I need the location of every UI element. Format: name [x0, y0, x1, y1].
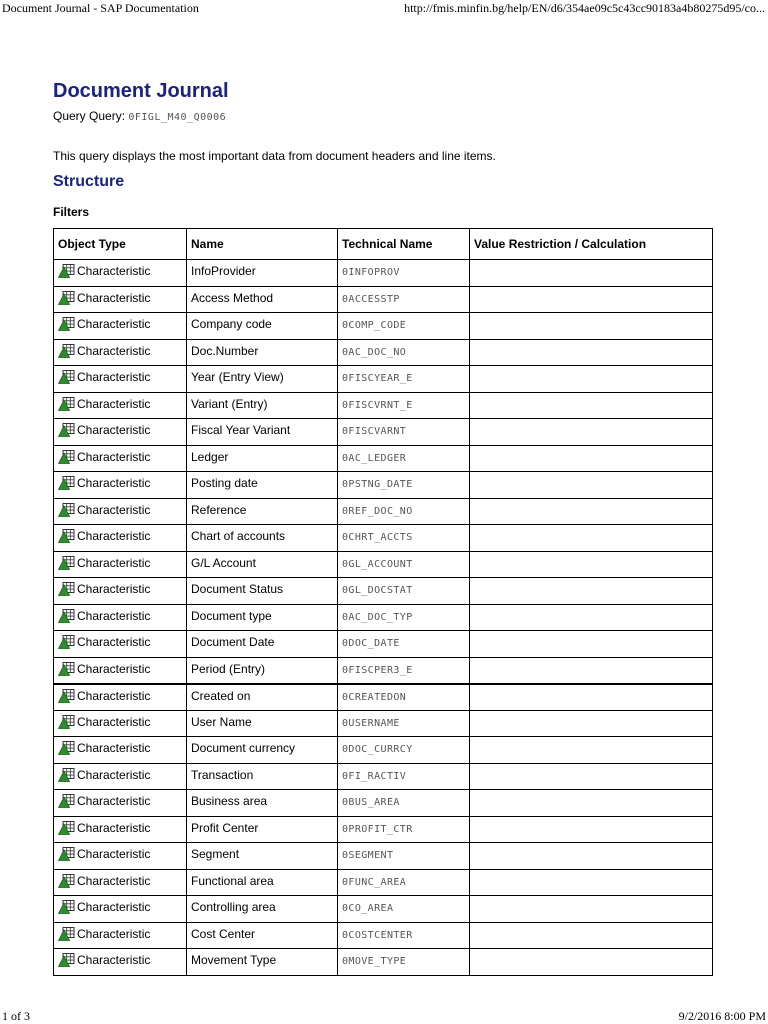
cell-value-restriction — [470, 737, 713, 764]
object-type-label: Characteristic — [77, 741, 151, 755]
object-type-label: Characteristic — [77, 555, 151, 570]
cell-name: Period (Entry) — [187, 657, 338, 684]
characteristic-icon — [58, 847, 75, 861]
print-header — [0, 0, 768, 16]
filters-table — [53, 228, 713, 976]
cell-technical-name: 0USERNAME — [338, 710, 470, 737]
cell-value-restriction — [470, 260, 713, 287]
table-row — [54, 286, 713, 313]
cell-name: G/L Account — [187, 551, 338, 578]
column-header-value-restriction: Value Restriction / Calculation — [470, 229, 713, 260]
cell-object-type — [54, 710, 187, 737]
cell-value-restriction — [470, 578, 713, 605]
characteristic-icon — [58, 662, 75, 676]
cell-object-type — [54, 445, 187, 472]
cell-value-restriction — [470, 419, 713, 446]
object-type-label: Characteristic — [77, 767, 151, 782]
object-type-label: Characteristic — [77, 290, 151, 305]
object-type-label: Characteristic — [77, 476, 151, 490]
cell-value-restriction — [470, 631, 713, 658]
cell-value-restriction — [470, 392, 713, 419]
characteristic-icon — [58, 582, 75, 596]
cell-technical-name: 0SEGMENT — [338, 843, 470, 870]
table-row — [54, 790, 713, 817]
table-row — [54, 419, 713, 446]
cell-technical-name: 0FISCVARNT — [338, 419, 470, 446]
cell-name: Ledger — [187, 445, 338, 472]
characteristic-icon — [58, 715, 75, 729]
cell-name: Transaction — [187, 763, 338, 790]
object-type-label: Characteristic — [77, 847, 151, 861]
cell-object-type — [54, 498, 187, 525]
cell-technical-name: 0FUNC_AREA — [338, 869, 470, 896]
table-row — [54, 472, 713, 499]
table-row — [54, 737, 713, 764]
page-indicator: 1 of 3 — [2, 1009, 30, 1023]
object-type-label: Characteristic — [77, 529, 151, 543]
cell-technical-name: 0FI_RACTIV — [338, 763, 470, 790]
cell-name: Document Date — [187, 631, 338, 658]
cell-name: Functional area — [187, 869, 338, 896]
cell-technical-name: 0AC_DOC_TYP — [338, 604, 470, 631]
object-type-label: Characteristic — [77, 449, 151, 464]
characteristic-icon — [58, 503, 75, 517]
object-type-label: Characteristic — [77, 317, 151, 331]
object-type-label: Characteristic — [77, 502, 151, 517]
table-row — [54, 896, 713, 923]
query-description: This query displays the most important data from document headers and line items. — [53, 149, 496, 163]
characteristic-icon — [58, 397, 75, 411]
cell-technical-name: 0CREATEDON — [338, 684, 470, 711]
cell-name: Reference — [187, 498, 338, 525]
table-row — [54, 260, 713, 287]
cell-object-type — [54, 657, 187, 684]
table-row — [54, 578, 713, 605]
cell-technical-name: 0COSTCENTER — [338, 922, 470, 949]
table-row — [54, 869, 713, 896]
object-type-label: Characteristic — [77, 953, 151, 967]
characteristic-icon — [58, 768, 75, 782]
section-title: Structure — [53, 173, 125, 190]
object-type-label: Characteristic — [77, 688, 151, 703]
cell-name: Document type — [187, 604, 338, 631]
query-label: Query Query: — [53, 109, 126, 123]
object-type-label: Characteristic — [77, 608, 151, 623]
cell-technical-name: 0REF_DOC_NO — [338, 498, 470, 525]
cell-technical-name: 0DOC_CURRCY — [338, 737, 470, 764]
table-row — [54, 339, 713, 366]
cell-object-type — [54, 763, 187, 790]
cell-name: Created on — [187, 684, 338, 711]
characteristic-icon — [58, 529, 75, 543]
column-header-technical-name: Technical Name — [338, 229, 470, 260]
cell-value-restriction — [470, 339, 713, 366]
object-type-label: Characteristic — [77, 582, 151, 596]
document-title: Document Journal — [53, 80, 229, 102]
query-line — [53, 107, 226, 127]
characteristic-icon — [58, 874, 75, 888]
cell-technical-name: 0PROFIT_CTR — [338, 816, 470, 843]
cell-object-type — [54, 313, 187, 340]
cell-value-restriction — [470, 790, 713, 817]
characteristic-icon — [58, 264, 75, 278]
cell-technical-name: 0MOVE_TYPE — [338, 949, 470, 976]
table-row — [54, 684, 713, 711]
object-type-label: Characteristic — [77, 714, 151, 729]
cell-object-type — [54, 578, 187, 605]
cell-name: Company code — [187, 313, 338, 340]
cell-object-type — [54, 260, 187, 287]
cell-object-type — [54, 790, 187, 817]
cell-technical-name: 0COMP_CODE — [338, 313, 470, 340]
table-row — [54, 392, 713, 419]
characteristic-icon — [58, 635, 75, 649]
cell-object-type — [54, 392, 187, 419]
characteristic-icon — [58, 741, 75, 755]
cell-value-restriction — [470, 684, 713, 711]
table-row — [54, 657, 713, 684]
cell-object-type — [54, 286, 187, 313]
cell-technical-name: 0INFOPROV — [338, 260, 470, 287]
cell-object-type — [54, 816, 187, 843]
table-row — [54, 631, 713, 658]
cell-value-restriction — [470, 949, 713, 976]
cell-value-restriction — [470, 710, 713, 737]
cell-object-type — [54, 604, 187, 631]
cell-name: Year (Entry View) — [187, 366, 338, 393]
column-header-name: Name — [187, 229, 338, 260]
object-type-label: Characteristic — [77, 396, 151, 411]
cell-name: Movement Type — [187, 949, 338, 976]
cell-object-type — [54, 896, 187, 923]
cell-name: Fiscal Year Variant — [187, 419, 338, 446]
cell-object-type — [54, 922, 187, 949]
cell-technical-name: 0ACCESSTP — [338, 286, 470, 313]
cell-name: Segment — [187, 843, 338, 870]
cell-name: Business area — [187, 790, 338, 817]
characteristic-icon — [58, 317, 75, 331]
cell-object-type — [54, 737, 187, 764]
object-type-label: Characteristic — [77, 343, 151, 358]
cell-name: Posting date — [187, 472, 338, 499]
cell-value-restriction — [470, 922, 713, 949]
cell-object-type — [54, 472, 187, 499]
table-row — [54, 604, 713, 631]
cell-value-restriction — [470, 869, 713, 896]
table-row — [54, 763, 713, 790]
cell-technical-name: 0GL_DOCSTAT — [338, 578, 470, 605]
table-row — [54, 366, 713, 393]
cell-object-type — [54, 366, 187, 393]
characteristic-icon — [58, 900, 75, 914]
cell-value-restriction — [470, 657, 713, 684]
cell-name: User Name — [187, 710, 338, 737]
cell-name: InfoProvider — [187, 260, 338, 287]
table-row — [54, 551, 713, 578]
characteristic-icon — [58, 609, 75, 623]
cell-value-restriction — [470, 551, 713, 578]
cell-name: Document Status — [187, 578, 338, 605]
cell-technical-name: 0AC_DOC_NO — [338, 339, 470, 366]
column-header-object-type: Object Type — [54, 229, 187, 260]
cell-name: Doc.Number — [187, 339, 338, 366]
cell-object-type — [54, 843, 187, 870]
characteristic-icon — [58, 291, 75, 305]
table-row — [54, 949, 713, 976]
cell-value-restriction — [470, 896, 713, 923]
characteristic-icon — [58, 927, 75, 941]
characteristic-icon — [58, 821, 75, 835]
cell-name: Profit Center — [187, 816, 338, 843]
cell-technical-name: 0DOC_DATE — [338, 631, 470, 658]
table-row — [54, 498, 713, 525]
characteristic-icon — [58, 370, 75, 384]
characteristic-icon — [58, 953, 75, 967]
cell-value-restriction — [470, 763, 713, 790]
cell-value-restriction — [470, 816, 713, 843]
cell-name: Access Method — [187, 286, 338, 313]
object-type-label: Characteristic — [77, 873, 151, 888]
characteristic-icon — [58, 344, 75, 358]
object-type-label: Characteristic — [77, 900, 151, 914]
cell-technical-name: 0FISCPER3_E — [338, 657, 470, 684]
cell-object-type — [54, 339, 187, 366]
cell-object-type — [54, 949, 187, 976]
object-type-label: Characteristic — [77, 635, 151, 649]
object-type-label: Characteristic — [77, 661, 151, 676]
cell-name: Controlling area — [187, 896, 338, 923]
cell-technical-name: 0PSTNG_DATE — [338, 472, 470, 499]
object-type-label: Characteristic — [77, 370, 151, 384]
query-code: 0FIGL_M40_Q0006 — [128, 112, 227, 123]
table-row — [54, 710, 713, 737]
cell-technical-name: 0GL_ACCOUNT — [338, 551, 470, 578]
cell-object-type — [54, 551, 187, 578]
page-title: Document Journal - SAP Documentation — [2, 1, 199, 15]
table-row — [54, 816, 713, 843]
object-type-label: Characteristic — [77, 264, 151, 278]
cell-value-restriction — [470, 472, 713, 499]
cell-technical-name: 0BUS_AREA — [338, 790, 470, 817]
table-row — [54, 843, 713, 870]
object-type-label: Characteristic — [77, 820, 151, 835]
cell-value-restriction — [470, 498, 713, 525]
cell-object-type — [54, 525, 187, 552]
cell-value-restriction — [470, 313, 713, 340]
cell-name: Document currency — [187, 737, 338, 764]
cell-value-restriction — [470, 604, 713, 631]
cell-object-type — [54, 869, 187, 896]
table-row — [54, 525, 713, 552]
characteristic-icon — [58, 689, 75, 703]
characteristic-icon — [58, 423, 75, 437]
page-url[interactable]: http://fmis.minfin.bg/help/EN/d6/354ae09c5c43cc90183a4b80275d95/co... — [404, 1, 765, 15]
cell-name: Cost Center — [187, 922, 338, 949]
cell-value-restriction — [470, 445, 713, 472]
cell-value-restriction — [470, 843, 713, 870]
table-header-row — [54, 229, 713, 260]
table-row — [54, 445, 713, 472]
object-type-label: Characteristic — [77, 423, 151, 437]
print-footer — [0, 1008, 768, 1024]
table-row — [54, 922, 713, 949]
object-type-label: Characteristic — [77, 926, 151, 941]
cell-object-type — [54, 684, 187, 711]
characteristic-icon — [58, 476, 75, 490]
cell-value-restriction — [470, 525, 713, 552]
cell-technical-name: 0CHRT_ACCTS — [338, 525, 470, 552]
cell-value-restriction — [470, 286, 713, 313]
cell-name: Variant (Entry) — [187, 392, 338, 419]
characteristic-icon — [58, 556, 75, 570]
object-type-label: Characteristic — [77, 794, 151, 808]
subsection-title: Filters — [53, 205, 90, 219]
cell-technical-name: 0AC_LEDGER — [338, 445, 470, 472]
print-timestamp: 9/2/2016 8:00 PM — [678, 1009, 766, 1023]
cell-object-type — [54, 419, 187, 446]
characteristic-icon — [58, 794, 75, 808]
cell-technical-name: 0FISCVRNT_E — [338, 392, 470, 419]
cell-object-type — [54, 631, 187, 658]
table-row — [54, 313, 713, 340]
characteristic-icon — [58, 450, 75, 464]
cell-technical-name: 0FISCYEAR_E — [338, 366, 470, 393]
cell-technical-name: 0CO_AREA — [338, 896, 470, 923]
cell-name: Chart of accounts — [187, 525, 338, 552]
cell-value-restriction — [470, 366, 713, 393]
